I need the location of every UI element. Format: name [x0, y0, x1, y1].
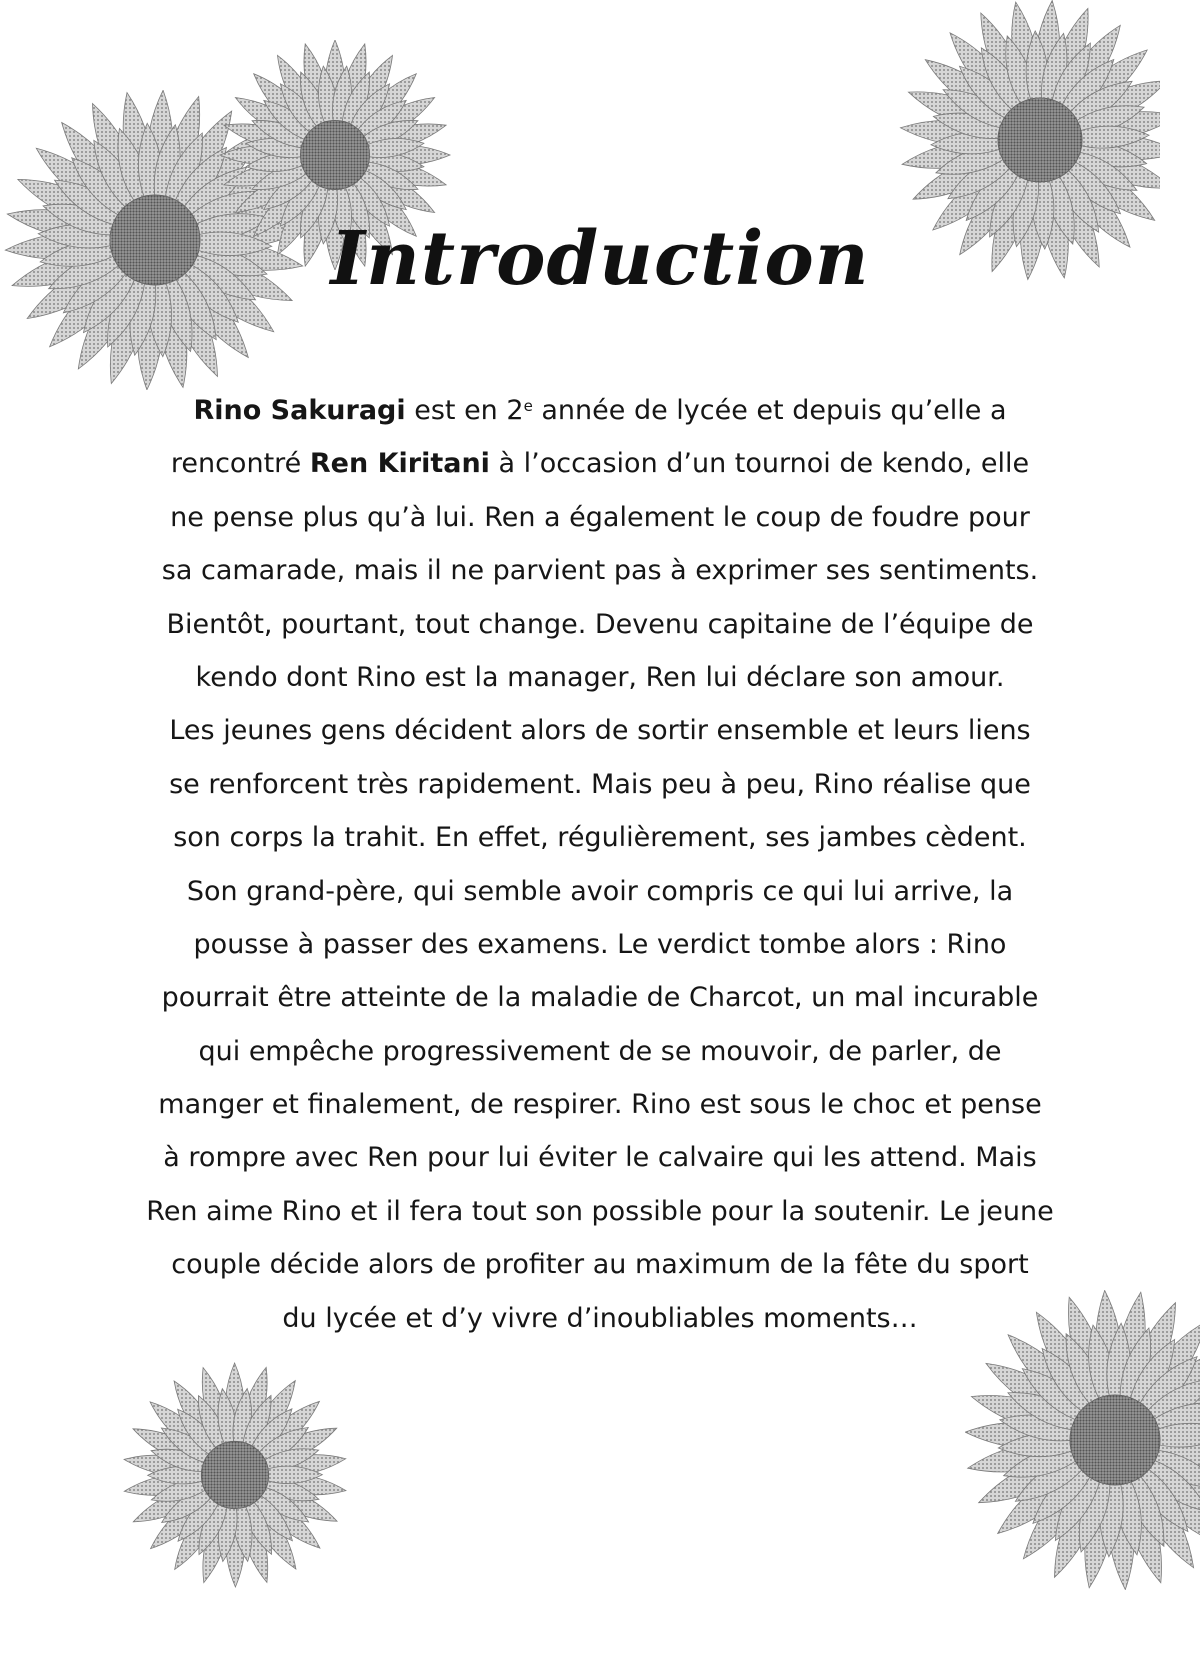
- text-line: [140, 544, 1060, 597]
- text-line: [140, 704, 1060, 757]
- character-name: Ren Kiritani: [309, 448, 490, 480]
- text-line: [140, 811, 1060, 864]
- text-run: ne pense plus qu’à lui. Ren a également le coup de foudre pour: [170, 501, 1030, 533]
- intro-paragraph: [140, 384, 1060, 1345]
- text-run: rencontré: [170, 448, 310, 480]
- text-run: à l’occasion d’un tournoi de kendo, elle: [489, 448, 1030, 480]
- text-run: à rompre avec Ren pour lui éviter le calvaire qui les attend. Mais: [163, 1142, 1037, 1174]
- text-line: [140, 1238, 1060, 1291]
- text-line: [140, 1185, 1060, 1238]
- text-run: se renforcent très rapidement. Mais peu à peu, Rino réalise que: [169, 768, 1031, 800]
- text-run: son corps la trahit. En effet, régulièrement, ses jambes cèdent.: [173, 822, 1027, 854]
- text-run: est en 2: [405, 395, 524, 426]
- text-run: année de lycée et depuis qu’elle a: [532, 395, 1007, 426]
- sunflower-center: [301, 121, 370, 190]
- text-line: [140, 1131, 1060, 1184]
- text-line: [140, 918, 1060, 971]
- sunflower-center: [1070, 1395, 1160, 1485]
- text-line: [140, 651, 1060, 704]
- text-run: Les jeunes gens décident alors de sortir ensemble et leurs liens: [169, 715, 1031, 747]
- text-run: pourrait être atteinte de la maladie de Charcot, un mal incurable: [161, 982, 1039, 1014]
- text-run: manger et finalement, de respirer. Rino est sous le choc et pense: [158, 1089, 1042, 1121]
- text-line: [140, 384, 1060, 437]
- text-run: sa camarade, mais il ne parvient pas à exprimer ses sentiments.: [161, 555, 1039, 587]
- character-name: Rino Sakuragi: [193, 395, 406, 426]
- text-line: [140, 491, 1060, 544]
- text-run: Ren aime Rino et il fera tout son possible pour la soutenir. Le jeune: [146, 1195, 1054, 1227]
- text-run: couple décide alors de profiter au maximum de la fête du sport: [171, 1249, 1029, 1281]
- text-run: pousse à passer des examens. Le verdict tombe alors : Rino: [193, 928, 1007, 960]
- text-run: kendo dont Rino est la manager, Ren lui déclare son amour.: [195, 661, 1005, 693]
- text-run: Bientôt, pourtant, tout change. Devenu capitaine de l’équipe de: [166, 608, 1034, 640]
- sunflower-icon: [120, 1360, 350, 1590]
- sunflower-center: [201, 1441, 268, 1508]
- text-line: [140, 1025, 1060, 1078]
- ordinal-suffix: e: [523, 397, 533, 415]
- text-line: [140, 437, 1060, 490]
- text-run: Son grand-père, qui semble avoir compris ce qui lui arrive, la: [186, 875, 1014, 907]
- text-line: [140, 758, 1060, 811]
- text-line: [140, 598, 1060, 651]
- text-run: qui empêche progressivement de se mouvoir, de parler, de: [198, 1035, 1002, 1067]
- page-title: Introduction: [330, 216, 870, 302]
- text-line: [140, 1292, 1060, 1345]
- text-line: [140, 865, 1060, 918]
- text-line: [140, 1078, 1060, 1131]
- text-run: du lycée et d’y vivre d’inoubliables moments…: [282, 1302, 918, 1334]
- text-line: [140, 971, 1060, 1024]
- sunflower-center: [998, 98, 1082, 182]
